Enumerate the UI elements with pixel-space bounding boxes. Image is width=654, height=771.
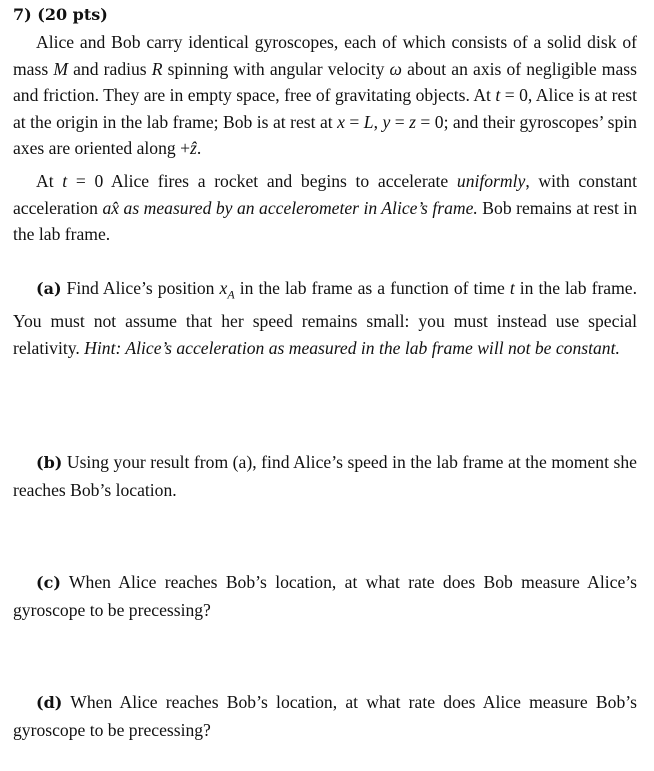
- math-x: x: [219, 278, 228, 298]
- problem-page: [13, 5, 637, 740]
- part-a-text: Find Alice’s position: [61, 278, 220, 298]
- accel-text: At: [36, 170, 63, 191]
- emphasis-measured: as measured by an accelerometer in Alice’s frame.: [119, 197, 478, 218]
- problem-heading: 7) (20 pts): [13, 5, 108, 24]
- intro-text: and radius: [67, 58, 152, 79]
- accel-text: , with constant acceleration: [13, 170, 637, 218]
- math-radius: R: [151, 58, 163, 79]
- part-a-label: (a): [36, 279, 62, 298]
- math-xhat: x̂: [111, 197, 120, 218]
- math-x: x: [337, 111, 345, 132]
- part-c-label: (c): [36, 573, 61, 592]
- math-omega: ω: [389, 58, 402, 79]
- math-a: a: [102, 197, 112, 218]
- math-t: t: [495, 85, 501, 106]
- intro-text: .: [196, 138, 202, 159]
- acceleration-paragraph: [13, 168, 637, 248]
- math-mass: M: [53, 58, 68, 79]
- part-a-hint: Hint: Alice’s acceleration as measured in the lab frame will not be constant.: [84, 337, 620, 358]
- accel-text: = 0 Alice fires a rocket and begins to accelerate: [67, 170, 457, 191]
- math-subscript-A: A: [227, 287, 235, 302]
- math-t: t: [62, 170, 68, 191]
- intro-text: ,: [373, 111, 383, 132]
- part-d-label: (d): [36, 693, 63, 712]
- part-d: [13, 689, 637, 743]
- part-d-text: When Alice reaches Bob’s location, at what rate does Alice measure Bob’s gyroscope to be precessing?: [13, 692, 637, 740]
- intro-text: =: [390, 111, 410, 132]
- part-c: [13, 569, 637, 623]
- math-t: t: [509, 278, 515, 298]
- intro-text: =: [344, 111, 364, 132]
- part-b-text: Using your result from (a), find Alice’s speed in the lab frame at the moment she reaches Bob’s location.: [13, 452, 637, 500]
- intro-text: about an axis of negligible mass and friction. They are in empty space, free of gravitating objects. At: [13, 58, 637, 106]
- part-a-text: in the lab frame as a function of time: [234, 278, 510, 298]
- part-b: [13, 449, 637, 503]
- part-a-text: in the lab frame. You must not assume that her speed remains small: you must instead use special relativity.: [13, 278, 637, 358]
- part-c-text: When Alice reaches Bob’s location, at what rate does Bob measure Alice’s gyroscope to be precessing?: [13, 572, 637, 620]
- intro-text: = 0; and their gyroscopes’ spin axes are oriented along +: [13, 111, 637, 159]
- math-L: L: [363, 111, 374, 132]
- accel-text: Bob remains at rest in the lab frame.: [13, 197, 637, 245]
- intro-text: = 0, Alice is at rest at the origin in the lab frame; Bob is at rest at: [13, 85, 637, 132]
- math-z: z: [409, 111, 416, 132]
- intro-text: Alice and Bob carry identical gyroscopes, each of which consists of a solid disk of mass: [13, 32, 637, 79]
- math-y: y: [382, 111, 391, 132]
- math-zhat: ẑ: [190, 138, 197, 159]
- intro-paragraph: [13, 29, 637, 162]
- part-b-label: (b): [36, 453, 63, 472]
- part-a: [13, 275, 637, 361]
- emphasis-uniformly: uniformly: [456, 170, 526, 191]
- intro-text: spinning with angular velocity: [162, 58, 390, 79]
